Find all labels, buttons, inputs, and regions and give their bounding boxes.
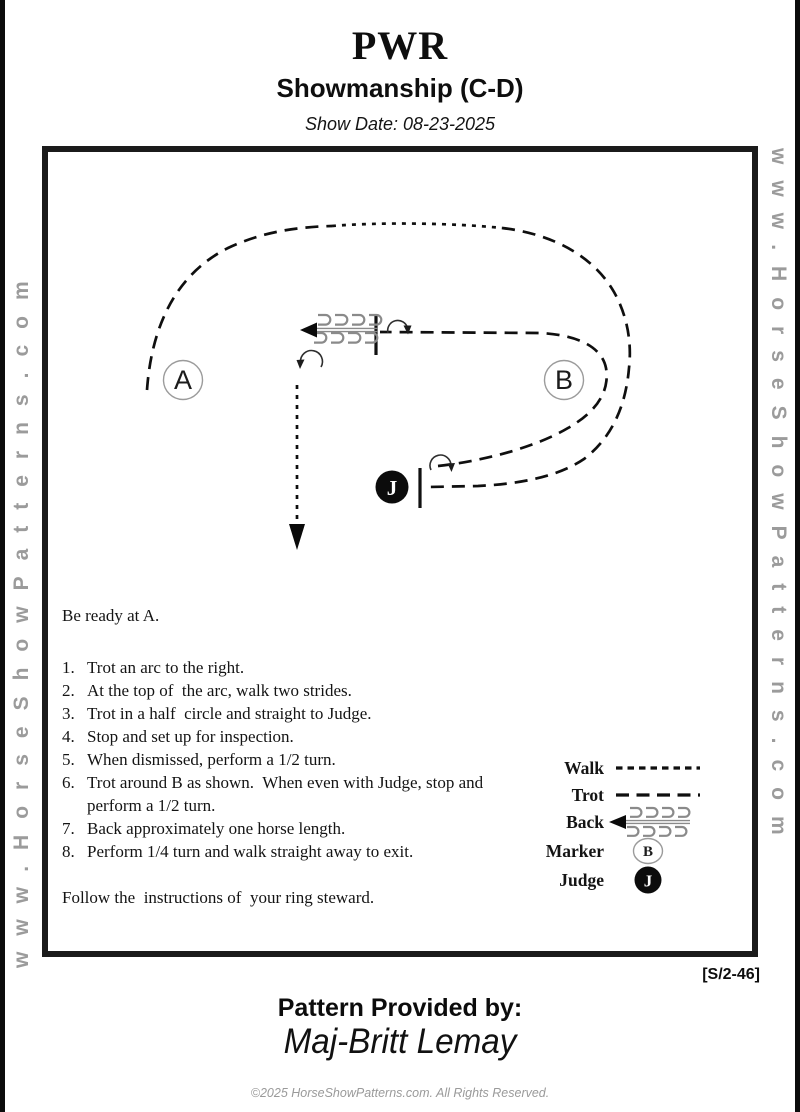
legend-judge-label: Judge bbox=[559, 870, 604, 890]
instruction-item: 8. Perform 1/4 turn and walk straight away to exit. bbox=[62, 842, 414, 861]
walk-segment-top bbox=[332, 224, 502, 228]
instructions-block bbox=[62, 604, 562, 909]
legend-back-symbol bbox=[609, 808, 690, 836]
instructions-intro: Be ready at A. bbox=[62, 606, 160, 625]
watermark-right: www.HorseShowPatterns.com bbox=[767, 148, 790, 851]
instructions-footer: Follow the instructions of your ring steward. bbox=[62, 888, 375, 907]
pattern-frame bbox=[42, 146, 758, 957]
judge-marker-label: J bbox=[386, 476, 398, 500]
right-edge-bar bbox=[795, 0, 800, 1112]
instruction-item: 5. When dismissed, perform a 1/2 turn. bbox=[62, 750, 336, 769]
left-edge-bar bbox=[0, 0, 5, 1112]
judge-marker bbox=[376, 471, 409, 504]
legend-marker-label: Marker bbox=[545, 841, 604, 861]
back-arrow bbox=[300, 323, 317, 338]
svg-text:B: B bbox=[642, 844, 654, 860]
legend bbox=[546, 758, 700, 894]
marker-a bbox=[164, 361, 203, 400]
copyright-line: ©2025 HorseShowPatterns.com. All Rights Reserved. bbox=[250, 1086, 550, 1100]
legend-back-label: Back bbox=[566, 812, 604, 832]
svg-text:J: J bbox=[643, 871, 653, 891]
provided-by-label: Pattern Provided by: bbox=[277, 994, 523, 1022]
exit-arrowhead bbox=[289, 524, 305, 550]
instruction-item: 2. At the top of the arc, walk two strides. bbox=[62, 681, 352, 700]
legend-walk-label: Walk bbox=[564, 758, 604, 778]
pattern-code: [S/2-46] bbox=[702, 966, 760, 983]
trot-loop-around-b bbox=[380, 332, 607, 466]
instruction-item: 3. Trot in a half circle and straight to Judge. bbox=[62, 704, 372, 723]
marker-a-label: A bbox=[173, 365, 193, 395]
show-date: Show Date: 08-23-2025 bbox=[304, 114, 496, 134]
back-symbol bbox=[300, 315, 381, 343]
legend-trot-label: Trot bbox=[571, 785, 604, 805]
legend-marker-symbol bbox=[634, 839, 663, 864]
quarter-turn-arrow bbox=[297, 351, 323, 369]
page-title: PWR bbox=[351, 23, 449, 68]
instruction-item: 4. Stop and set up for inspection. bbox=[62, 727, 294, 746]
marker-b-label: B bbox=[554, 365, 574, 395]
instruction-item: 7. Back approximately one horse length. bbox=[62, 819, 346, 838]
page-subtitle: Showmanship (C-D) bbox=[276, 73, 524, 103]
watermark-left: www.HorseShowPatterns.com bbox=[10, 265, 33, 968]
provider-name: Maj-Britt Lemay bbox=[283, 1022, 517, 1061]
half-turn-arrow-judge bbox=[430, 455, 455, 472]
legend-judge-symbol bbox=[635, 867, 662, 894]
trot-arc-right-to-judge bbox=[428, 228, 630, 487]
instruction-item: 6. Trot around B as shown. When even with Judge, stop and perform a 1/2 turn. bbox=[62, 773, 488, 815]
marker-b bbox=[545, 361, 584, 400]
instruction-item: 1. Trot an arc to the right. bbox=[62, 658, 245, 677]
